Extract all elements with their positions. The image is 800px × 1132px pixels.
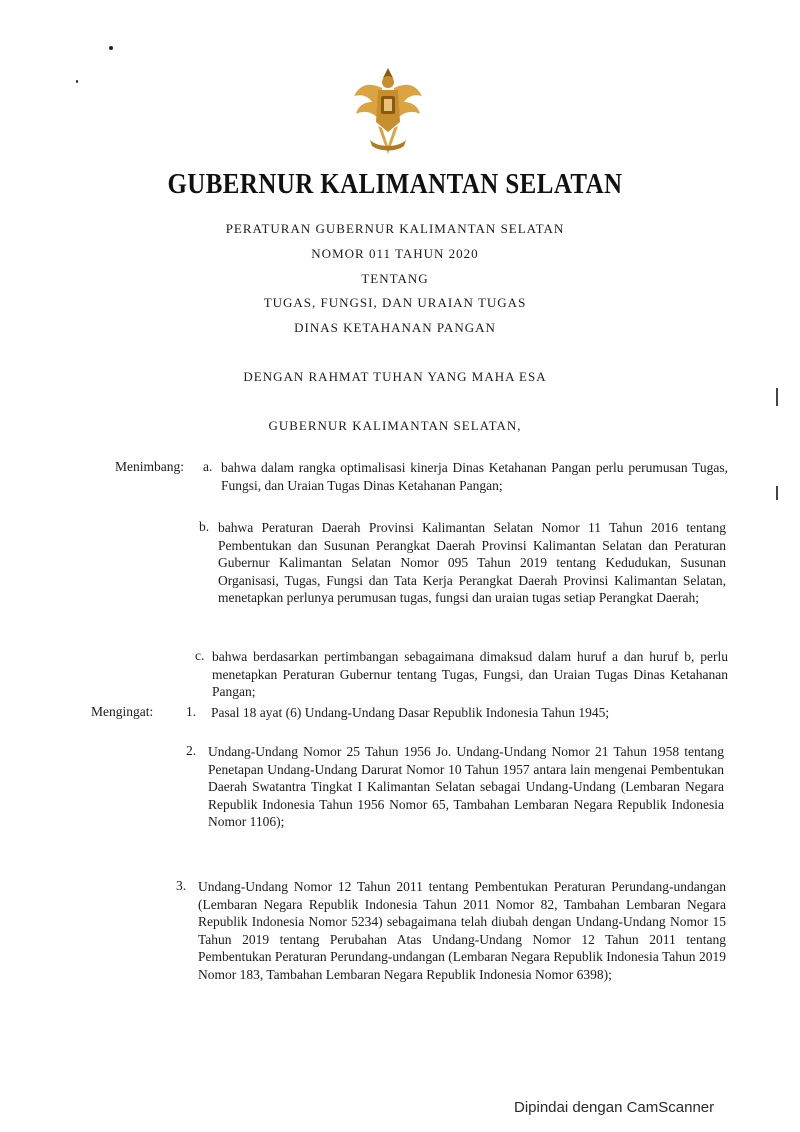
item-marker: 2. xyxy=(186,743,197,758)
governor-declaration: GUBERNUR KALIMANTAN SELATAN, xyxy=(268,418,522,433)
preamble: DENGAN RAHMAT TUHAN YANG MAHA ESA xyxy=(243,369,547,384)
scanner-watermark: Dipindai dengan CamScanner xyxy=(514,1099,715,1116)
item-marker: b. xyxy=(199,519,210,534)
mengingat-item-2: Undang-Undang Nomor 25 Tahun 1956 Jo. Undang-Undang Nomor 21 Tahun 1958 tentang Penetapan Undang-Undang Darurat Nomor 10 Tahun 1957 antara lain mengenai Pembentukan Daerah Swatantra Tingkat I Kalimantan Selatan sebagai Undang-Undang (Lembaran Negara Republik Indonesia Tahun 1956 Nomor 65, Tambahan Lembaran Negara Republik Indonesia Nomor 1106); xyxy=(208,744,724,829)
mengingat-item-3: Undang-Undang Nomor 12 Tahun 2011 tentang Pembentukan Peraturan Perundang-undangan (Lembaran Negara Republik Indonesia Tahun 2011 Nomor 82, Tambahan Lembaran Negara Republik Indonesia Nomor 5234) sebagaimana telah diubah dengan Undang-Undang Nomor 15 Tahun 2019 tentang Perubahan Atas Undang-Undang Nomor 12 Tahun 2011 tentang Pembentukan Peraturan Perundang-undangan (Lembaran Negara Republik Indonesia Tahun 2019 Nomor 183, Tambahan Lembaran Negara Republik Indonesia Nomor 6398); xyxy=(198,879,726,982)
garuda-emblem-icon xyxy=(350,62,426,160)
regulation-title: PERATURAN GUBERNUR KALIMANTAN SELATAN xyxy=(225,221,565,236)
scan-edge-mark xyxy=(776,486,778,500)
item-marker: 3. xyxy=(176,878,187,893)
menimbang-item-a: bahwa dalam rangka optimalisasi kinerja Dinas Ketahanan Pangan perlu perumusan Tugas, Fungsi, dan Uraian Tugas Dinas Ketahanan Pangan; xyxy=(221,460,728,493)
scan-edge-mark xyxy=(776,388,778,406)
mengingat-label: Mengingat: xyxy=(91,704,154,719)
regulation-number: NOMOR 011 TAHUN 2020 xyxy=(311,246,479,261)
item-marker: a. xyxy=(203,459,213,474)
mengingat-item-1: Pasal 18 ayat (6) Undang-Undang Dasar Republik Indonesia Tahun 1945; xyxy=(211,705,610,720)
item-marker: c. xyxy=(195,648,205,663)
scan-speck xyxy=(109,46,113,50)
menimbang-label: Menimbang: xyxy=(115,459,184,474)
governor-title: GUBERNUR KALIMANTAN SELATAN xyxy=(167,168,623,200)
regulation-agency: DINAS KETAHANAN PANGAN xyxy=(294,320,496,335)
item-marker: 1. xyxy=(186,704,197,719)
menimbang-item-c: bahwa berdasarkan pertimbangan sebagaimana dimaksud dalam huruf a dan huruf b, perlu menetapkan Peraturan Gubernur tentang Tugas, Fungsi, dan Uraian Tugas Dinas Ketahanan Pangan; xyxy=(212,649,728,699)
about-label: TENTANG xyxy=(361,271,429,286)
menimbang-item-b: bahwa Peraturan Daerah Provinsi Kalimantan Selatan Nomor 11 Tahun 2016 tentang Pembentukan dan Susunan Perangkat Daerah Provinsi Kalimantan Selatan dan Peraturan Gubernur Kalimantan Selatan Nomor 095 Tahun 2019 tentang Kedudukan, Susunan Organisasi, Tugas, Fungsi dan Tata Kerja Perangkat Daerah Provinsi Kalimantan Selatan, menetapkan perlunya perumusan tugas, fungsi dan uraian tugas setiap Perangkat Daerah; xyxy=(218,520,726,605)
scan-speck xyxy=(76,80,78,83)
regulation-subject: TUGAS, FUNGSI, DAN URAIAN TUGAS xyxy=(263,295,527,310)
